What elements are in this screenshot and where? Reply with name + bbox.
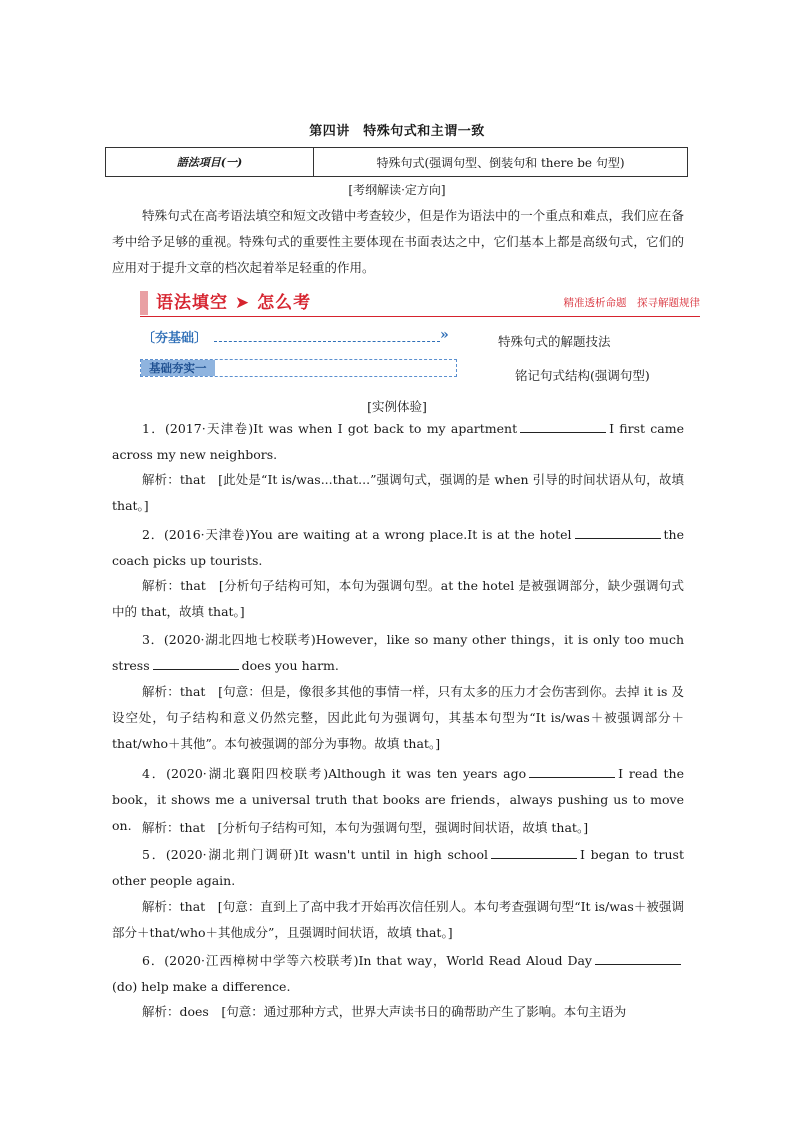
question-3-pre: 3．(2020·湖北四地七校联考)However，like so many other things，it is only too much stress [112, 632, 684, 673]
question-6 [112, 948, 684, 1000]
intro-paragraph: 特殊句式在高考语法填空和短文改错中考查较少，但是作为语法中的一个重点和难点，我们应在备考中给予足够的重视。特殊句式的重要性主要体现在书面表达之中，它们基本上都是高级句式，它们的应用对于提升文章的档次起着举足轻重的作用。 [112, 208, 684, 275]
header-table-right: 特殊句式(强调句型、倒装句和 there be 句型) [376, 155, 625, 170]
banner-underline [140, 316, 700, 317]
double-chevron-icon: » [440, 327, 449, 343]
question-5-post: I began to trust other people again. [112, 847, 684, 888]
question-1 [112, 416, 684, 468]
section-banner [140, 291, 700, 315]
question-4-pre: 4．(2020·湖北襄阳四校联考)Although it was ten years ago [142, 766, 527, 781]
jichu-box [140, 359, 457, 377]
answer-blank [529, 765, 615, 778]
answer-2: 解析：that [分析句子结构可知，本句为强调句型。at the hotel 是被强调部分，缺少强调句式中的 that，故填 that。] [112, 578, 684, 619]
header-table [105, 147, 688, 177]
question-3 [112, 627, 684, 679]
banner-tag: 精准透析命题 探寻解题规律 [563, 297, 700, 309]
question-2-pre: 2．(2016·天津卷)You are waiting at a wrong place.It is at the hotel [142, 527, 572, 542]
question-6-post: (do) help make a difference. [112, 979, 291, 994]
answer-5: 解析：that [句意：直到上了高中我才开始再次信任别人。本句考查强调句型“It is/was＋被强调部分＋that/who＋其他成分”，且强调时间状语，故填 that。] [112, 899, 684, 940]
question-1-post: I first came across my new neighbors. [112, 421, 685, 462]
question-1-pre: 1．(2017·天津卷)It was when I got back to my apartment [142, 421, 518, 436]
jichu-side-text: 铭记句式结构(强调句型) [515, 368, 650, 383]
answer-blank [575, 526, 661, 539]
answer-blank [595, 952, 681, 965]
example-caption: [实例体验] [367, 399, 427, 414]
header-table-left: 語法項目(一) [106, 148, 314, 176]
question-4-post: I read the book，it shows me a universal truth that books are friends，always pushing us to move on. [112, 766, 684, 833]
answer-3: 解析：that [句意：但是，像很多其他的事情一样，只有太多的压力才会伤害到你。去掉 it is 及设空处，句子结构和意义仍然完整，因此此句为强调句，其基本句型为“It is/was＋被强调部分＋that/who＋其他”。本句被强调的部分为事物。故填 that。] [112, 684, 684, 751]
answer-1: 解析：that [此处是“It is/was...that...”强调句式，强调的是 when 引导的时间状语从句，故填 that。] [112, 472, 684, 513]
banner-title: 语法填空 ➤ 怎么考 [156, 293, 312, 313]
kua-side-text: 特殊句式的解题技法 [498, 334, 611, 349]
answer-6: 解析：does [句意：通过那种方式，世界大声读书日的确帮助产生了影响。本句主语为 [142, 1004, 627, 1019]
question-2-post: the coach picks up tourists. [112, 527, 684, 568]
answer-blank [153, 657, 239, 670]
answer-4: 解析：that [分析句子结构可知，本句为强调句型，强调时间状语，故填 that。] [142, 820, 589, 835]
kua-label-text: 〔夯基础〕 [142, 331, 208, 346]
question-5-pre: 5．(2020·湖北荆门调研)It wasn't until in high school [142, 847, 488, 862]
kua-dashed-line [214, 341, 440, 342]
section-subtitle: [考纲解读·定方向] [348, 183, 446, 197]
jichu-tag: 基础夯实一 [141, 360, 215, 376]
question-5 [112, 842, 684, 894]
page-title: 第四讲 特殊句式和主谓一致 [309, 124, 485, 139]
question-3-post: does you harm. [241, 658, 339, 673]
kua-label [142, 327, 207, 346]
question-2 [112, 522, 684, 574]
answer-blank [520, 420, 606, 433]
banner-accent-bar [140, 291, 148, 315]
answer-blank [491, 846, 577, 859]
question-6-pre: 6．(2020·江西樟树中学等六校联考)In that way，World Read Aloud Day [142, 953, 592, 968]
